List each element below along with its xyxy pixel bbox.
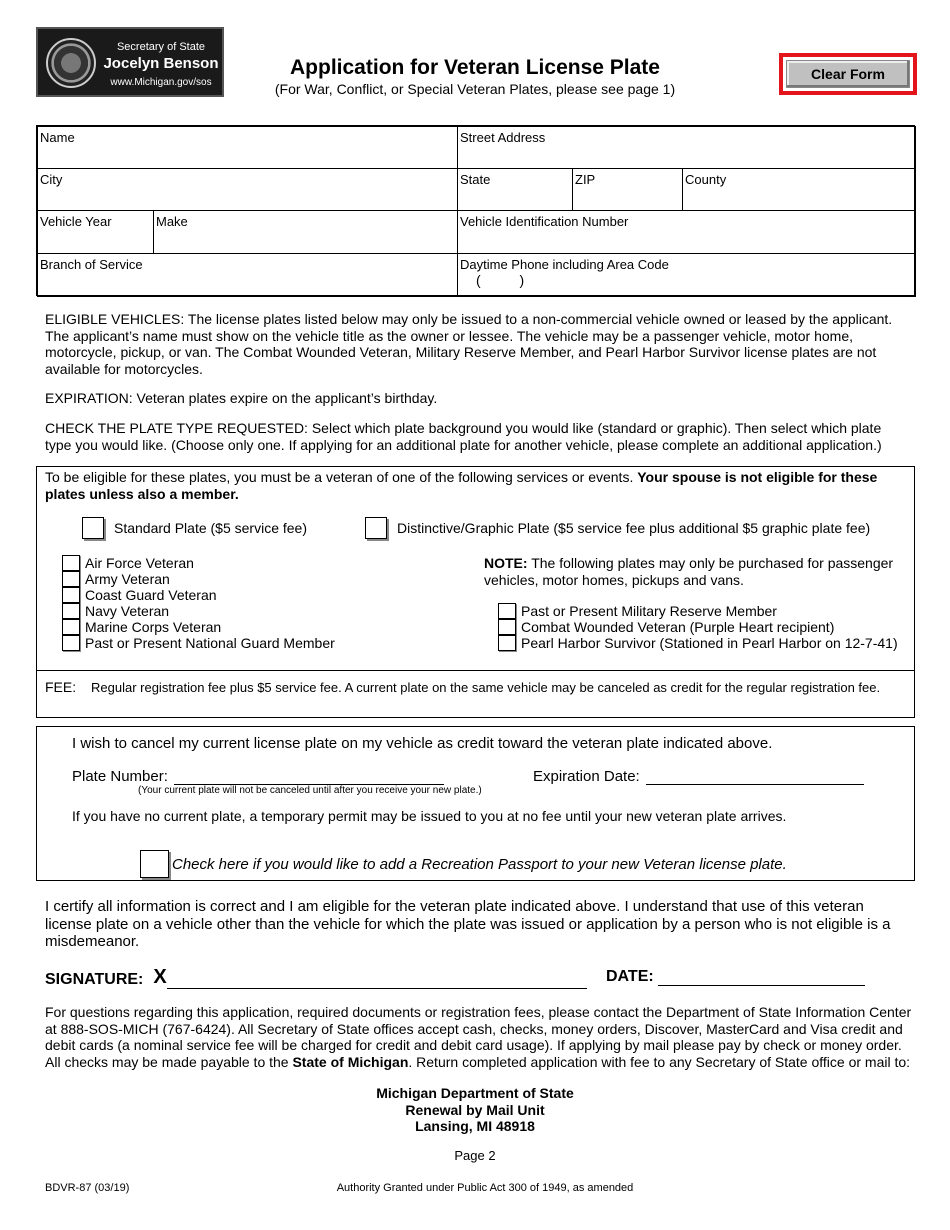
date-label: DATE: bbox=[606, 968, 654, 985]
form-id: BDVR-87 (03/19) bbox=[45, 1182, 130, 1194]
logo-line-3: www.Michigan.gov/sos bbox=[110, 77, 212, 88]
vehicle-year-field[interactable] bbox=[37, 210, 154, 254]
contact-text-2: . Return completed application with fee to any Secretary of State office or mail to: bbox=[408, 1053, 911, 1070]
address-line-2: Renewal by Mail Unit bbox=[405, 1101, 545, 1118]
option-military-reserve[interactable] bbox=[498, 603, 777, 619]
city-label: City bbox=[40, 172, 63, 187]
street-address-field[interactable] bbox=[457, 126, 916, 169]
note-label: NOTE: bbox=[484, 555, 528, 571]
state-of-michigan: State of Michigan bbox=[292, 1053, 409, 1070]
branch-label: Branch of Service bbox=[40, 257, 143, 272]
plate-number-note: (Your current plate will not be canceled until after you receive your new plate.) bbox=[138, 785, 482, 796]
fee-text: Regular registration fee plus $5 service fee. A current plate on the same vehicle may be canceled as credit for the regular registration fee. bbox=[91, 680, 881, 695]
date-row bbox=[606, 968, 865, 986]
expiration-paragraph: EXPIRATION: Veteran plates expire on the applicant’s birthday. bbox=[45, 390, 438, 406]
michigan-seal-icon bbox=[46, 38, 96, 88]
eligible-vehicles-paragraph: ELIGIBLE VEHICLES: The license plates listed below may only be issued to a non-commercial vehicle owned or leased by the applicant. The applicant’s name must show on the vehicle title as the owner or lessee. The vehicle may be a passenger vehicle, motor home, motorcycle, pickup, or van. The Combat Wounded Veteran, Military Reserve Member, and Pearl Harbor Survivor license plates are not available for motorcycles. bbox=[45, 311, 893, 377]
vin-field[interactable] bbox=[457, 210, 916, 254]
standard-plate-option[interactable] bbox=[82, 517, 307, 539]
expiration-date-label: Expiration Date: bbox=[533, 768, 640, 785]
address-line-3: Lansing, MI 48918 bbox=[415, 1118, 535, 1134]
phone-area-code-parens: ( ) bbox=[476, 272, 525, 288]
name-label: Name bbox=[40, 130, 75, 145]
recreation-passport-label: Check here if you would like to add a Recreation Passport to your new Veteran license plate. bbox=[172, 855, 787, 873]
standard-plate-checkbox[interactable] bbox=[82, 517, 104, 539]
expiration-date-row bbox=[533, 768, 864, 785]
graphic-plate-option[interactable] bbox=[365, 517, 870, 539]
street-address-label: Street Address bbox=[460, 130, 546, 145]
name-field[interactable] bbox=[37, 126, 458, 169]
coast-guard-label: Coast Guard Veteran bbox=[85, 587, 217, 603]
marine-corps-label: Marine Corps Veteran bbox=[85, 619, 222, 635]
plate-number-row bbox=[72, 768, 444, 785]
cancel-plate-intro: I wish to cancel my current license plate on my vehicle as credit toward the veteran plate indicated above. bbox=[72, 735, 773, 752]
clear-form-frame bbox=[779, 53, 917, 95]
state-field[interactable] bbox=[457, 168, 573, 211]
vehicle-year-label: Vehicle Year bbox=[40, 214, 112, 229]
option-combat-wounded[interactable] bbox=[498, 619, 834, 635]
recreation-passport-option[interactable] bbox=[140, 850, 787, 878]
eligibility-text bbox=[45, 469, 905, 502]
option-coast-guard[interactable] bbox=[62, 587, 217, 603]
signature-x-mark: X bbox=[153, 966, 167, 988]
eligibility-text-bold: Your spouse is not eligible for these plates unless also a member. bbox=[45, 469, 878, 502]
zip-label: ZIP bbox=[575, 172, 596, 187]
graphic-plate-checkbox[interactable] bbox=[365, 517, 387, 539]
phone-field[interactable] bbox=[457, 253, 916, 297]
national-guard-checkbox[interactable] bbox=[62, 635, 80, 651]
passenger-vehicle-note bbox=[484, 555, 904, 588]
county-field[interactable] bbox=[682, 168, 916, 211]
make-field[interactable] bbox=[153, 210, 458, 254]
graphic-plate-label: Distinctive/Graphic Plate ($5 service fee plus additional $5 graphic plate fee) bbox=[397, 520, 871, 536]
option-navy[interactable] bbox=[62, 603, 169, 619]
fee-divider bbox=[36, 670, 915, 671]
air-force-label: Air Force Veteran bbox=[85, 555, 194, 571]
county-label: County bbox=[685, 172, 727, 187]
applicant-fields-table bbox=[36, 125, 915, 296]
logo-line-2: Jocelyn Benson bbox=[103, 55, 219, 72]
national-guard-label: Past or Present National Guard Member bbox=[85, 635, 335, 651]
certification-paragraph: I certify all information is correct and I am eligible for the veteran plate indicated above. I understand that use of this veteran license plate on a vehicle other than the vehicle for which the plate was issued or application by a person who is not eligible is a misdemeanor. bbox=[45, 898, 891, 950]
air-force-checkbox[interactable] bbox=[62, 555, 80, 571]
navy-checkbox[interactable] bbox=[62, 603, 80, 619]
pearl-harbor-label: Pearl Harbor Survivor (Stationed in Pearl Harbor on 12-7-41) bbox=[521, 635, 898, 651]
combat-wounded-checkbox[interactable] bbox=[498, 619, 516, 635]
fee-label: FEE: bbox=[45, 679, 77, 695]
mailing-address bbox=[300, 1085, 650, 1135]
temporary-permit-text: If you have no current plate, a temporary permit may be issued to you at no fee until your new veteran plate arrives. bbox=[72, 808, 787, 824]
army-label: Army Veteran bbox=[85, 571, 170, 587]
clear-form-button[interactable]: Clear Form bbox=[786, 60, 910, 88]
page-number: Page 2 bbox=[454, 1148, 496, 1163]
combat-wounded-label: Combat Wounded Veteran (Purple Heart recipient) bbox=[521, 619, 835, 635]
page-title: Application for Veteran License Plate bbox=[290, 56, 660, 79]
state-label: State bbox=[460, 172, 491, 187]
standard-plate-label: Standard Plate ($5 service fee) bbox=[114, 520, 307, 536]
navy-label: Navy Veteran bbox=[85, 603, 170, 619]
option-national-guard[interactable] bbox=[62, 635, 335, 651]
military-reserve-checkbox[interactable] bbox=[498, 603, 516, 619]
date-input[interactable] bbox=[658, 970, 865, 986]
page-subtitle: (For War, Conflict, or Special Veteran Plates, please see page 1) bbox=[274, 81, 676, 97]
contact-paragraph bbox=[45, 1004, 913, 1070]
phone-label: Daytime Phone including Area Code bbox=[460, 257, 669, 272]
authority-text: Authority Granted under Public Act 300 of 1949, as amended bbox=[336, 1182, 634, 1194]
city-field[interactable] bbox=[37, 168, 458, 211]
expiration-date-input[interactable] bbox=[646, 771, 864, 785]
make-label: Make bbox=[156, 214, 188, 229]
contact-text: For questions regarding this application, required documents or registration fees, please contact the Department of State Information Center at 888-SOS-MICH (767-6424). All Secretary of State offices accept cash, checks, money orders, Discover, MasterCard and Visa credit and debit cards (a nominal service fee will be charged for credit and debit card usage). If applying by mail please pay by check or money order. All checks may be made payable to the bbox=[45, 1004, 912, 1070]
logo-line-1: Secretary of State bbox=[116, 41, 206, 53]
pearl-harbor-checkbox[interactable] bbox=[498, 635, 516, 651]
option-pearl-harbor[interactable] bbox=[498, 635, 898, 651]
check-plate-type-paragraph: CHECK THE PLATE TYPE REQUESTED: Select which plate background you would like (standard or graphic). Then select which plate type you would like. (Choose only one. If applying for an additional plate for another vehicle, please complete an additional application.) bbox=[45, 420, 882, 453]
address-line-1: Michigan Department of State bbox=[376, 1085, 574, 1101]
option-marine-corps[interactable] bbox=[62, 619, 221, 635]
army-checkbox[interactable] bbox=[62, 571, 80, 587]
eligibility-text-plain: To be eligible for these plates, you must be a veteran of one of the following services or events. bbox=[45, 469, 638, 485]
signature-input[interactable] bbox=[167, 971, 587, 989]
vin-label: Vehicle Identification Number bbox=[460, 214, 629, 229]
plate-number-label: Plate Number: bbox=[72, 768, 168, 785]
signature-row bbox=[45, 966, 587, 989]
marine-corps-checkbox[interactable] bbox=[62, 619, 80, 635]
option-army[interactable] bbox=[62, 571, 170, 587]
recreation-passport-checkbox[interactable] bbox=[140, 850, 169, 878]
coast-guard-checkbox[interactable] bbox=[62, 587, 80, 603]
note-text: The following plates may only be purchased for passenger vehicles, motor homes, pickups and vans. bbox=[484, 555, 894, 588]
zip-field[interactable] bbox=[572, 168, 683, 211]
secretary-of-state-logo bbox=[36, 27, 224, 97]
plate-number-input[interactable] bbox=[174, 771, 444, 785]
military-reserve-label: Past or Present Military Reserve Member bbox=[521, 603, 777, 619]
signature-label: SIGNATURE: bbox=[45, 971, 144, 988]
option-air-force[interactable] bbox=[62, 555, 194, 571]
branch-of-service-field[interactable] bbox=[37, 253, 458, 297]
